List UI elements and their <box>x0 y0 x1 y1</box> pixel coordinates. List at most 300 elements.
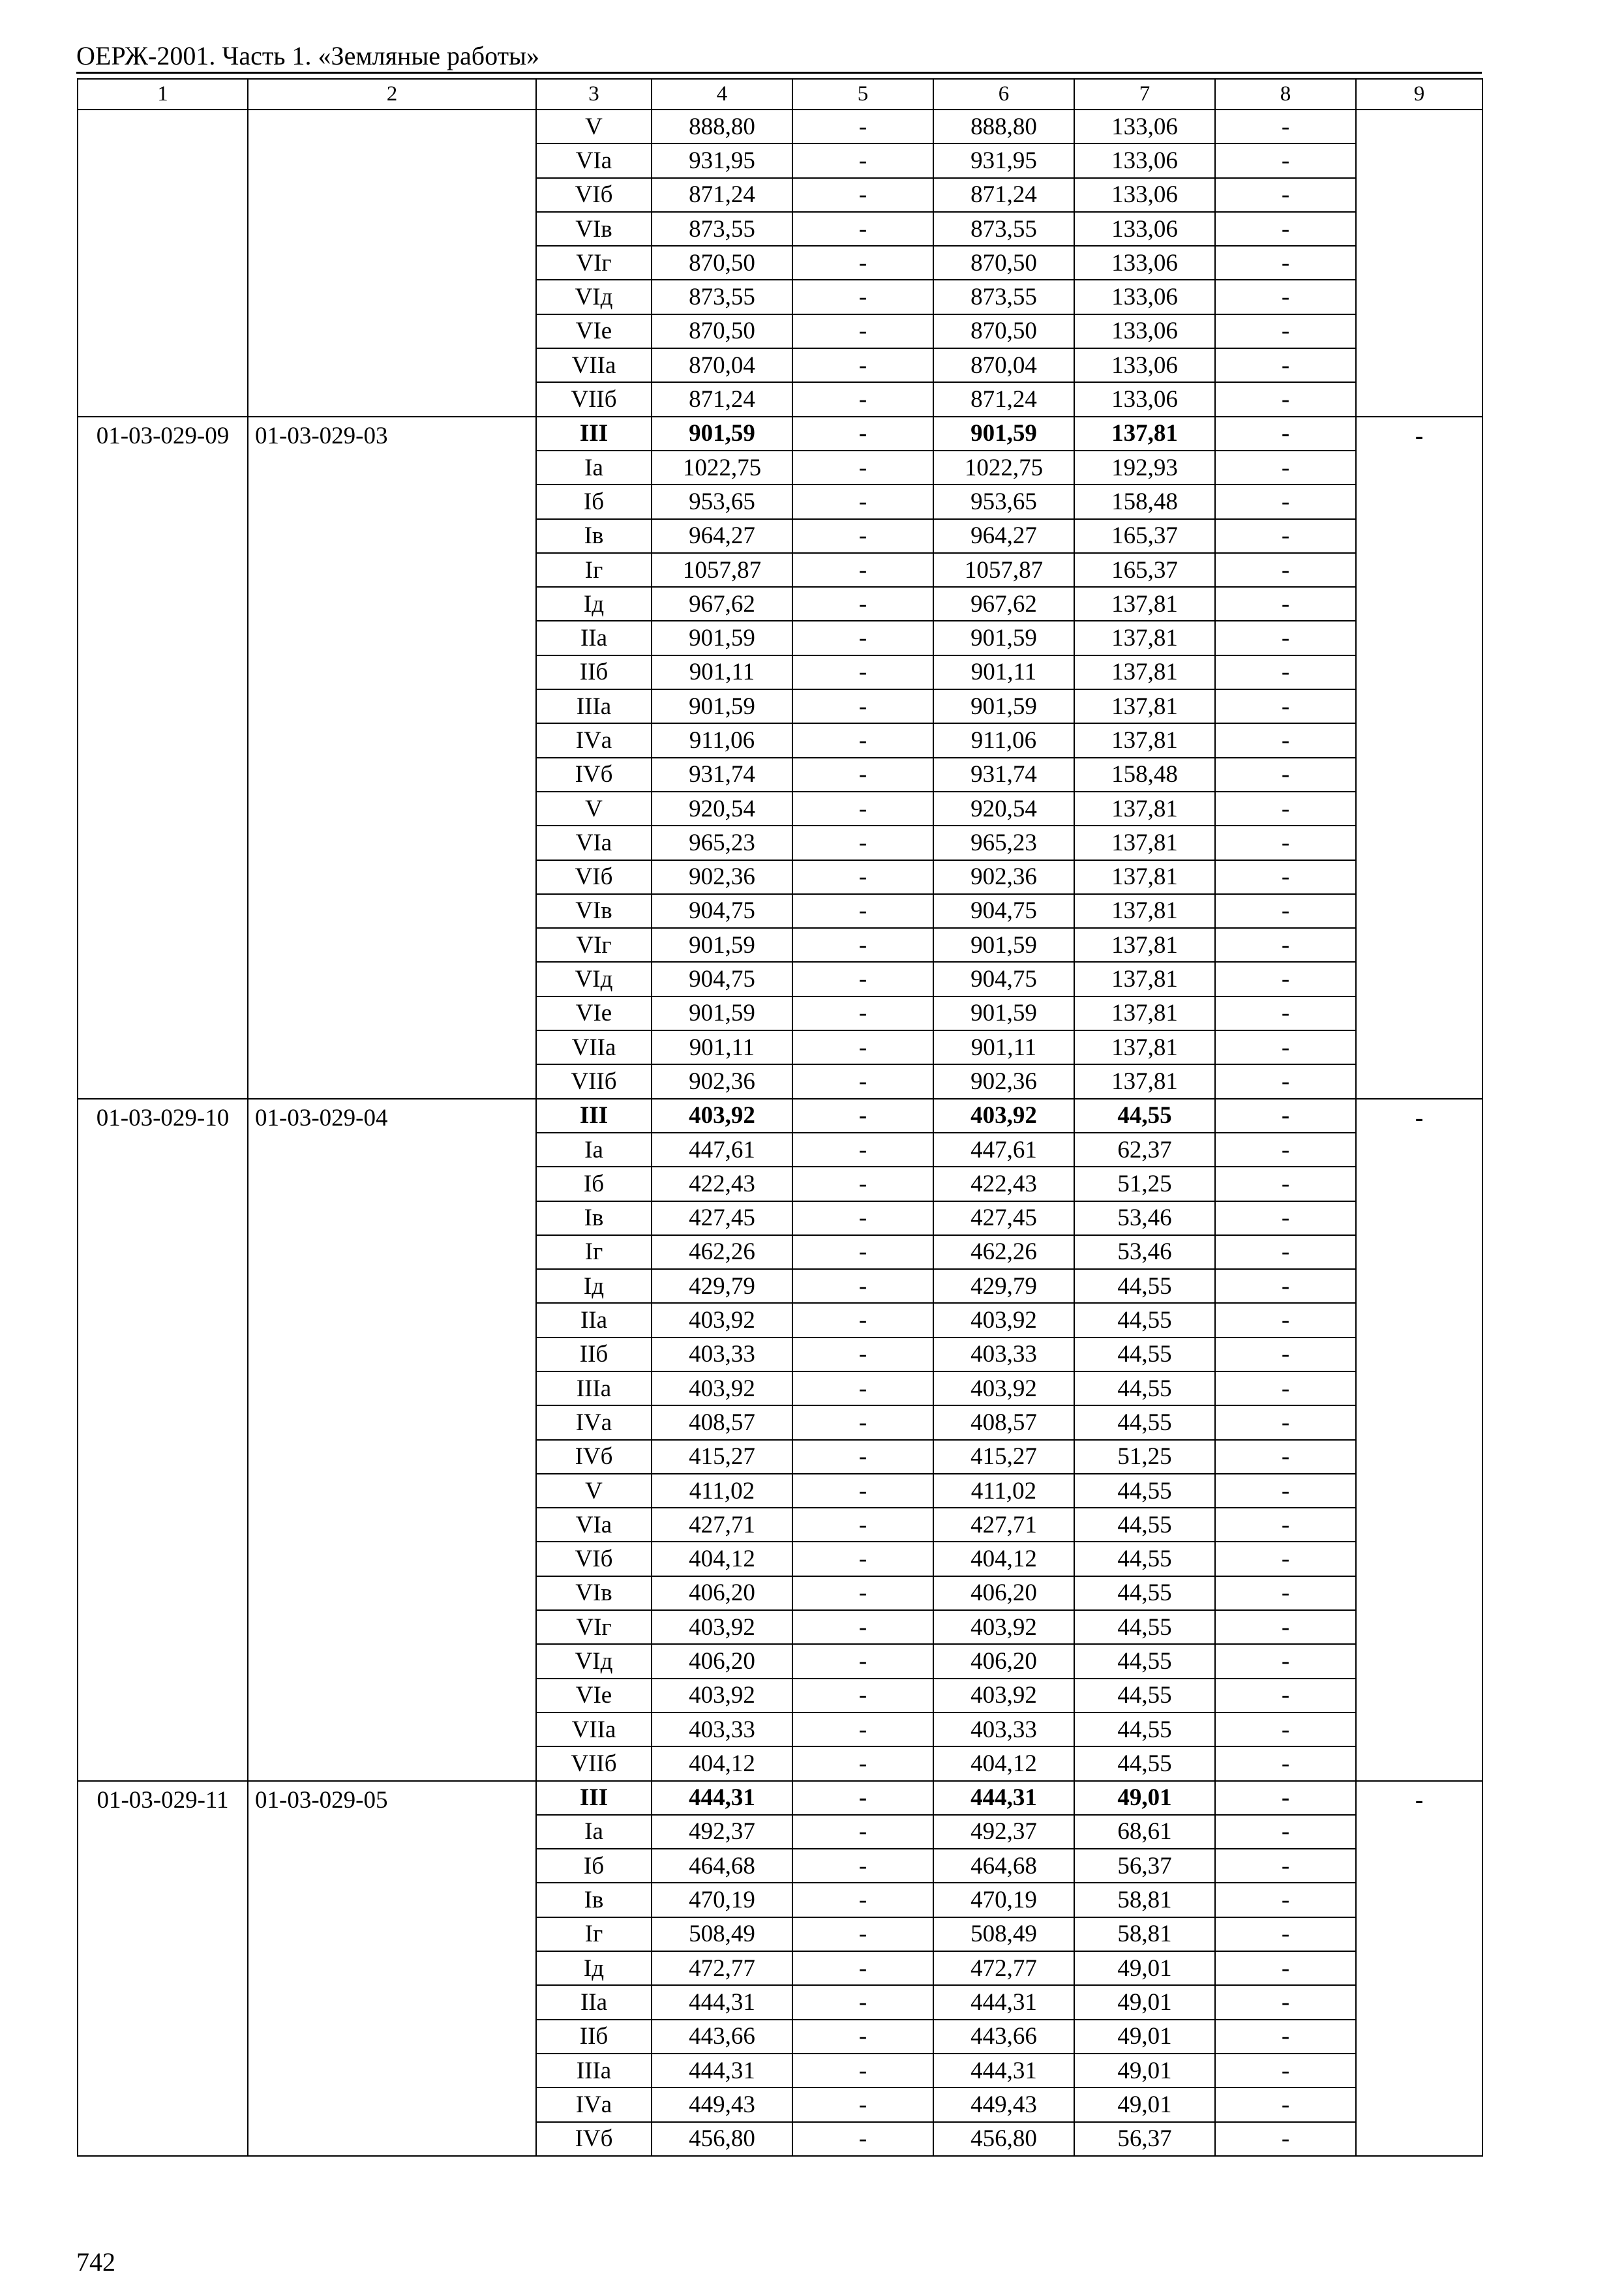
reference-code <box>248 110 536 417</box>
wage-cost-cell: 44,55 <box>1074 1303 1215 1337</box>
reference-code: 01-03-029-03 <box>248 417 536 1099</box>
mode-code-cell: VIб <box>536 178 652 212</box>
wage-cost-cell: 158,48 <box>1074 485 1215 518</box>
machine-cost-cell: - <box>792 1133 933 1167</box>
mode-code-cell: III <box>536 1099 652 1133</box>
machine-cost-cell: - <box>792 1576 933 1610</box>
wage-cost-cell: 165,37 <box>1074 553 1215 587</box>
material-cost-cell: - <box>1215 689 1356 723</box>
labor-cost-cell: 911,06 <box>933 723 1074 757</box>
machine-cost-cell: - <box>792 2087 933 2121</box>
material-cost-cell: - <box>1215 1064 1356 1098</box>
labor-cost-cell: 403,92 <box>933 1303 1074 1337</box>
labor-cost-cell: 888,80 <box>933 110 1074 143</box>
machine-cost-cell: - <box>792 621 933 655</box>
machine-cost-cell: - <box>792 348 933 382</box>
direct-cost-cell: 902,36 <box>652 860 792 894</box>
column-number: 2 <box>248 79 536 110</box>
material-cost-cell: - <box>1215 1746 1356 1780</box>
mode-code-cell: Iг <box>536 553 652 587</box>
column-number: 8 <box>1215 79 1356 110</box>
labor-cost-cell: 901,59 <box>933 928 1074 962</box>
mode-code-cell: V <box>536 110 652 143</box>
machine-cost-cell: - <box>792 1338 933 1371</box>
mode-code-cell: III <box>536 417 652 451</box>
machine-cost-cell: - <box>792 1644 933 1678</box>
labor-cost-cell: 408,57 <box>933 1405 1074 1439</box>
machine-cost-cell: - <box>792 1713 933 1746</box>
direct-cost-cell: 508,49 <box>652 1917 792 1951</box>
material-cost-cell: - <box>1215 451 1356 485</box>
labor-cost-cell: 871,24 <box>933 382 1074 416</box>
material-cost-cell: - <box>1215 1099 1356 1133</box>
machine-cost-cell: - <box>792 178 933 212</box>
wage-cost-cell: 192,93 <box>1074 451 1215 485</box>
mode-code-cell: VIд <box>536 1644 652 1678</box>
labor-cost-cell: 411,02 <box>933 1474 1074 1508</box>
material-cost-cell: - <box>1215 1985 1356 2019</box>
wage-cost-cell: 58,81 <box>1074 1883 1215 1917</box>
material-cost-cell: - <box>1215 996 1356 1030</box>
material-cost-cell: - <box>1215 485 1356 518</box>
reference-code: 01-03-029-05 <box>248 1781 536 2156</box>
wage-cost-cell: 49,01 <box>1074 2020 1215 2054</box>
wage-cost-cell: 137,81 <box>1074 928 1215 962</box>
labor-cost-cell: 870,50 <box>933 246 1074 280</box>
labor-cost-cell: 447,61 <box>933 1133 1074 1167</box>
wage-cost-cell: 133,06 <box>1074 143 1215 177</box>
rate-code: 01-03-029-09 <box>78 417 248 1099</box>
mode-code-cell: IIа <box>536 1303 652 1337</box>
material-cost-cell: - <box>1215 314 1356 348</box>
mode-code-cell: IVб <box>536 758 652 792</box>
machine-cost-cell: - <box>792 1679 933 1713</box>
direct-cost-cell: 901,59 <box>652 621 792 655</box>
mode-code-cell: Iг <box>536 1235 652 1269</box>
mode-code-cell: Iб <box>536 485 652 518</box>
wage-cost-cell: 133,06 <box>1074 246 1215 280</box>
mode-code-cell: VIг <box>536 246 652 280</box>
direct-cost-cell: 406,20 <box>652 1576 792 1610</box>
material-cost-cell: - <box>1215 587 1356 621</box>
material-cost-cell: - <box>1215 1576 1356 1610</box>
labor-cost-cell: 967,62 <box>933 587 1074 621</box>
direct-cost-cell: 444,31 <box>652 2054 792 2087</box>
machine-cost-cell: - <box>792 1099 933 1133</box>
labor-cost-cell: 462,26 <box>933 1235 1074 1269</box>
direct-cost-cell: 427,45 <box>652 1201 792 1235</box>
direct-cost-cell: 443,66 <box>652 2020 792 2054</box>
material-cost-cell: - <box>1215 1917 1356 1951</box>
mode-code-cell: Iб <box>536 1167 652 1201</box>
material-cost-cell: - <box>1215 1508 1356 1542</box>
wage-cost-cell: 133,06 <box>1074 178 1215 212</box>
wage-cost-cell: 44,55 <box>1074 1474 1215 1508</box>
labor-cost-cell: 965,23 <box>933 826 1074 860</box>
wage-cost-cell: 137,81 <box>1074 723 1215 757</box>
machine-cost-cell: - <box>792 485 933 518</box>
wage-cost-cell: 137,81 <box>1074 860 1215 894</box>
wage-cost-cell: 44,55 <box>1074 1269 1215 1303</box>
mode-code-cell: VIв <box>536 212 652 246</box>
labor-cost-cell: 404,12 <box>933 1746 1074 1780</box>
direct-cost-cell: 492,37 <box>652 1815 792 1849</box>
mode-code-cell: IVа <box>536 1405 652 1439</box>
material-cost-cell: - <box>1215 348 1356 382</box>
direct-cost-cell: 965,23 <box>652 826 792 860</box>
mode-code-cell: Iд <box>536 587 652 621</box>
wage-cost-cell: 137,81 <box>1074 996 1215 1030</box>
direct-cost-cell: 873,55 <box>652 280 792 314</box>
labor-cost-cell: 964,27 <box>933 519 1074 553</box>
mode-code-cell: IIIа <box>536 2054 652 2087</box>
material-cost-cell: - <box>1215 280 1356 314</box>
machine-cost-cell: - <box>792 1815 933 1849</box>
column-number: 3 <box>536 79 652 110</box>
rate-code: 01-03-029-10 <box>78 1099 248 1781</box>
column-number-row <box>78 79 1482 110</box>
machine-cost-cell: - <box>792 1985 933 2019</box>
wage-cost-cell: 44,55 <box>1074 1542 1215 1576</box>
mode-code-cell: VIб <box>536 1542 652 1576</box>
direct-cost-cell: 901,59 <box>652 417 792 451</box>
material-cost-cell: - <box>1215 962 1356 996</box>
mode-code-cell: VIIб <box>536 1064 652 1098</box>
direct-cost-cell: 904,75 <box>652 894 792 928</box>
machine-cost-cell: - <box>792 1883 933 1917</box>
material-cost-cell: - <box>1215 1883 1356 1917</box>
direct-cost-cell: 404,12 <box>652 1542 792 1576</box>
wage-cost-cell: 133,06 <box>1074 110 1215 143</box>
material-cost-cell: - <box>1215 1269 1356 1303</box>
direct-cost-cell: 870,04 <box>652 348 792 382</box>
wage-cost-cell: 137,81 <box>1074 621 1215 655</box>
wage-cost-cell: 56,37 <box>1074 1849 1215 1883</box>
machine-cost-cell: - <box>792 1746 933 1780</box>
machine-cost-cell: - <box>792 2020 933 2054</box>
labor-cost-cell: 508,49 <box>933 1917 1074 1951</box>
direct-cost-cell: 444,31 <box>652 1985 792 2019</box>
extra-cell: - <box>1356 1781 1482 2156</box>
machine-cost-cell: - <box>792 1474 933 1508</box>
machine-cost-cell: - <box>792 1508 933 1542</box>
direct-cost-cell: 901,11 <box>652 1030 792 1064</box>
labor-cost-cell: 403,33 <box>933 1713 1074 1746</box>
direct-cost-cell: 873,55 <box>652 212 792 246</box>
direct-cost-cell: 931,74 <box>652 758 792 792</box>
machine-cost-cell: - <box>792 519 933 553</box>
material-cost-cell: - <box>1215 1610 1356 1644</box>
material-cost-cell: - <box>1215 2054 1356 2087</box>
mode-code-cell: V <box>536 1474 652 1508</box>
labor-cost-cell: 902,36 <box>933 860 1074 894</box>
machine-cost-cell: - <box>792 928 933 962</box>
mode-code-cell: VIа <box>536 826 652 860</box>
material-cost-cell: - <box>1215 1542 1356 1576</box>
wage-cost-cell: 68,61 <box>1074 1815 1215 1849</box>
machine-cost-cell: - <box>792 246 933 280</box>
wage-cost-cell: 44,55 <box>1074 1746 1215 1780</box>
mode-code-cell: Iа <box>536 1815 652 1849</box>
mode-code-cell: VIIа <box>536 1030 652 1064</box>
material-cost-cell: - <box>1215 1713 1356 1746</box>
labor-cost-cell: 444,31 <box>933 2054 1074 2087</box>
machine-cost-cell: - <box>792 826 933 860</box>
direct-cost-cell: 422,43 <box>652 1167 792 1201</box>
mode-code-cell: IIа <box>536 1985 652 2019</box>
labor-cost-cell: 1022,75 <box>933 451 1074 485</box>
mode-code-cell: VIг <box>536 1610 652 1644</box>
machine-cost-cell: - <box>792 451 933 485</box>
mode-code-cell: VIе <box>536 1679 652 1713</box>
machine-cost-cell: - <box>792 143 933 177</box>
table-row <box>78 1781 1482 1815</box>
material-cost-cell: - <box>1215 212 1356 246</box>
wage-cost-cell: 137,81 <box>1074 894 1215 928</box>
labor-cost-cell: 464,68 <box>933 1849 1074 1883</box>
mode-code-cell: Iб <box>536 1849 652 1883</box>
labor-cost-cell: 472,77 <box>933 1951 1074 1985</box>
direct-cost-cell: 456,80 <box>652 2122 792 2156</box>
mode-code-cell: Iг <box>536 1917 652 1951</box>
machine-cost-cell: - <box>792 1371 933 1405</box>
material-cost-cell: - <box>1215 723 1356 757</box>
machine-cost-cell: - <box>792 417 933 451</box>
table-row <box>78 1099 1482 1133</box>
material-cost-cell: - <box>1215 1235 1356 1269</box>
mode-code-cell: Iд <box>536 1951 652 1985</box>
labor-cost-cell: 427,71 <box>933 1508 1074 1542</box>
machine-cost-cell: - <box>792 758 933 792</box>
mode-code-cell: IIб <box>536 655 652 689</box>
material-cost-cell: - <box>1215 860 1356 894</box>
direct-cost-cell: 902,36 <box>652 1064 792 1098</box>
direct-cost-cell: 904,75 <box>652 962 792 996</box>
labor-cost-cell: 406,20 <box>933 1644 1074 1678</box>
labor-cost-cell: 403,33 <box>933 1338 1074 1371</box>
direct-cost-cell: 472,77 <box>652 1951 792 1985</box>
machine-cost-cell: - <box>792 1405 933 1439</box>
direct-cost-cell: 449,43 <box>652 2087 792 2121</box>
wage-cost-cell: 137,81 <box>1074 792 1215 826</box>
machine-cost-cell: - <box>792 382 933 416</box>
machine-cost-cell: - <box>792 689 933 723</box>
wage-cost-cell: 133,06 <box>1074 314 1215 348</box>
material-cost-cell: - <box>1215 1167 1356 1201</box>
wage-cost-cell: 133,06 <box>1074 348 1215 382</box>
labor-cost-cell: 456,80 <box>933 2122 1074 2156</box>
wage-cost-cell: 137,81 <box>1074 689 1215 723</box>
mode-code-cell: V <box>536 792 652 826</box>
wage-cost-cell: 44,55 <box>1074 1371 1215 1405</box>
machine-cost-cell: - <box>792 996 933 1030</box>
machine-cost-cell: - <box>792 894 933 928</box>
labor-cost-cell: 444,31 <box>933 1985 1074 2019</box>
wage-cost-cell: 137,81 <box>1074 962 1215 996</box>
labor-cost-cell: 404,12 <box>933 1542 1074 1576</box>
mode-code-cell: Iа <box>536 1133 652 1167</box>
table-row <box>78 417 1482 451</box>
extra-cell <box>1356 110 1482 417</box>
direct-cost-cell: 964,27 <box>652 519 792 553</box>
machine-cost-cell: - <box>792 1030 933 1064</box>
material-cost-cell: - <box>1215 894 1356 928</box>
material-cost-cell: - <box>1215 382 1356 416</box>
wage-cost-cell: 137,81 <box>1074 826 1215 860</box>
mode-code-cell: VIа <box>536 1508 652 1542</box>
material-cost-cell: - <box>1215 246 1356 280</box>
direct-cost-cell: 462,26 <box>652 1235 792 1269</box>
wage-cost-cell: 44,55 <box>1074 1644 1215 1678</box>
machine-cost-cell: - <box>792 314 933 348</box>
mode-code-cell: VIг <box>536 928 652 962</box>
machine-cost-cell: - <box>792 1917 933 1951</box>
labor-cost-cell: 902,36 <box>933 1064 1074 1098</box>
mode-code-cell: Iв <box>536 519 652 553</box>
direct-cost-cell: 406,20 <box>652 1644 792 1678</box>
machine-cost-cell: - <box>792 553 933 587</box>
mode-code-cell: VIа <box>536 143 652 177</box>
column-number: 7 <box>1074 79 1215 110</box>
wage-cost-cell: 49,01 <box>1074 1781 1215 1815</box>
direct-cost-cell: 403,33 <box>652 1338 792 1371</box>
labor-cost-cell: 901,59 <box>933 996 1074 1030</box>
wage-cost-cell: 158,48 <box>1074 758 1215 792</box>
rate-code: 01-03-029-11 <box>78 1781 248 2156</box>
direct-cost-cell: 901,11 <box>652 655 792 689</box>
extra-cell: - <box>1356 1099 1482 1781</box>
machine-cost-cell: - <box>792 587 933 621</box>
wage-cost-cell: 165,37 <box>1074 519 1215 553</box>
direct-cost-cell: 931,95 <box>652 143 792 177</box>
direct-cost-cell: 470,19 <box>652 1883 792 1917</box>
material-cost-cell: - <box>1215 2122 1356 2156</box>
wage-cost-cell: 49,01 <box>1074 2087 1215 2121</box>
wage-cost-cell: 44,55 <box>1074 1713 1215 1746</box>
direct-cost-cell: 427,71 <box>652 1508 792 1542</box>
mode-code-cell: Iв <box>536 1201 652 1235</box>
machine-cost-cell: - <box>792 1781 933 1815</box>
direct-cost-cell: 911,06 <box>652 723 792 757</box>
machine-cost-cell: - <box>792 212 933 246</box>
material-cost-cell: - <box>1215 1781 1356 1815</box>
material-cost-cell: - <box>1215 758 1356 792</box>
wage-cost-cell: 53,46 <box>1074 1201 1215 1235</box>
direct-cost-cell: 920,54 <box>652 792 792 826</box>
material-cost-cell: - <box>1215 519 1356 553</box>
mode-code-cell: IVа <box>536 723 652 757</box>
labor-cost-cell: 427,45 <box>933 1201 1074 1235</box>
mode-code-cell: VIд <box>536 962 652 996</box>
direct-cost-cell: 1022,75 <box>652 451 792 485</box>
mode-code-cell: VIIб <box>536 1746 652 1780</box>
mode-code-cell: VIIа <box>536 348 652 382</box>
labor-cost-cell: 443,66 <box>933 2020 1074 2054</box>
wage-cost-cell: 56,37 <box>1074 2122 1215 2156</box>
material-cost-cell: - <box>1215 1951 1356 1985</box>
mode-code-cell: Iа <box>536 451 652 485</box>
wage-cost-cell: 133,06 <box>1074 280 1215 314</box>
material-cost-cell: - <box>1215 417 1356 451</box>
mode-code-cell: IVб <box>536 1440 652 1474</box>
direct-cost-cell: 444,31 <box>652 1781 792 1815</box>
material-cost-cell: - <box>1215 1849 1356 1883</box>
labor-cost-cell: 870,50 <box>933 314 1074 348</box>
wage-cost-cell: 137,81 <box>1074 417 1215 451</box>
wage-cost-cell: 44,55 <box>1074 1099 1215 1133</box>
direct-cost-cell: 403,92 <box>652 1303 792 1337</box>
mode-code-cell: IIб <box>536 1338 652 1371</box>
wage-cost-cell: 49,01 <box>1074 2054 1215 2087</box>
mode-code-cell: Iв <box>536 1883 652 1917</box>
wage-cost-cell: 133,06 <box>1074 212 1215 246</box>
material-cost-cell: - <box>1215 1133 1356 1167</box>
wage-cost-cell: 44,55 <box>1074 1610 1215 1644</box>
mode-code-cell: IIб <box>536 2020 652 2054</box>
labor-cost-cell: 492,37 <box>933 1815 1074 1849</box>
wage-cost-cell: 49,01 <box>1074 1951 1215 1985</box>
labor-cost-cell: 873,55 <box>933 280 1074 314</box>
machine-cost-cell: - <box>792 1064 933 1098</box>
machine-cost-cell: - <box>792 1440 933 1474</box>
machine-cost-cell: - <box>792 792 933 826</box>
rates-table <box>77 78 1483 2157</box>
mode-code-cell: VIд <box>536 280 652 314</box>
direct-cost-cell: 888,80 <box>652 110 792 143</box>
material-cost-cell: - <box>1215 1303 1356 1337</box>
labor-cost-cell: 1057,87 <box>933 553 1074 587</box>
direct-cost-cell: 429,79 <box>652 1269 792 1303</box>
direct-cost-cell: 403,92 <box>652 1610 792 1644</box>
machine-cost-cell: - <box>792 1167 933 1201</box>
wage-cost-cell: 44,55 <box>1074 1338 1215 1371</box>
wage-cost-cell: 44,55 <box>1074 1405 1215 1439</box>
material-cost-cell: - <box>1215 2020 1356 2054</box>
direct-cost-cell: 415,27 <box>652 1440 792 1474</box>
wage-cost-cell: 44,55 <box>1074 1508 1215 1542</box>
machine-cost-cell: - <box>792 1269 933 1303</box>
labor-cost-cell: 406,20 <box>933 1576 1074 1610</box>
wage-cost-cell: 137,81 <box>1074 1064 1215 1098</box>
machine-cost-cell: - <box>792 723 933 757</box>
direct-cost-cell: 464,68 <box>652 1849 792 1883</box>
wage-cost-cell: 51,25 <box>1074 1167 1215 1201</box>
column-number: 9 <box>1356 79 1482 110</box>
direct-cost-cell: 953,65 <box>652 485 792 518</box>
labor-cost-cell: 904,75 <box>933 894 1074 928</box>
direct-cost-cell: 901,59 <box>652 928 792 962</box>
mode-code-cell: III <box>536 1781 652 1815</box>
direct-cost-cell: 967,62 <box>652 587 792 621</box>
wage-cost-cell: 137,81 <box>1074 1030 1215 1064</box>
machine-cost-cell: - <box>792 1303 933 1337</box>
labor-cost-cell: 904,75 <box>933 962 1074 996</box>
rate-code <box>78 110 248 417</box>
direct-cost-cell: 870,50 <box>652 246 792 280</box>
page-title: ОЕРЖ-2001. Часть 1. «Земляные работы» <box>76 41 539 70</box>
direct-cost-cell: 1057,87 <box>652 553 792 587</box>
wage-cost-cell: 137,81 <box>1074 587 1215 621</box>
material-cost-cell: - <box>1215 1815 1356 1849</box>
labor-cost-cell: 953,65 <box>933 485 1074 518</box>
direct-cost-cell: 871,24 <box>652 382 792 416</box>
material-cost-cell: - <box>1215 110 1356 143</box>
material-cost-cell: - <box>1215 792 1356 826</box>
material-cost-cell: - <box>1215 178 1356 212</box>
mode-code-cell: Iд <box>536 1269 652 1303</box>
labor-cost-cell: 931,74 <box>933 758 1074 792</box>
material-cost-cell: - <box>1215 1371 1356 1405</box>
